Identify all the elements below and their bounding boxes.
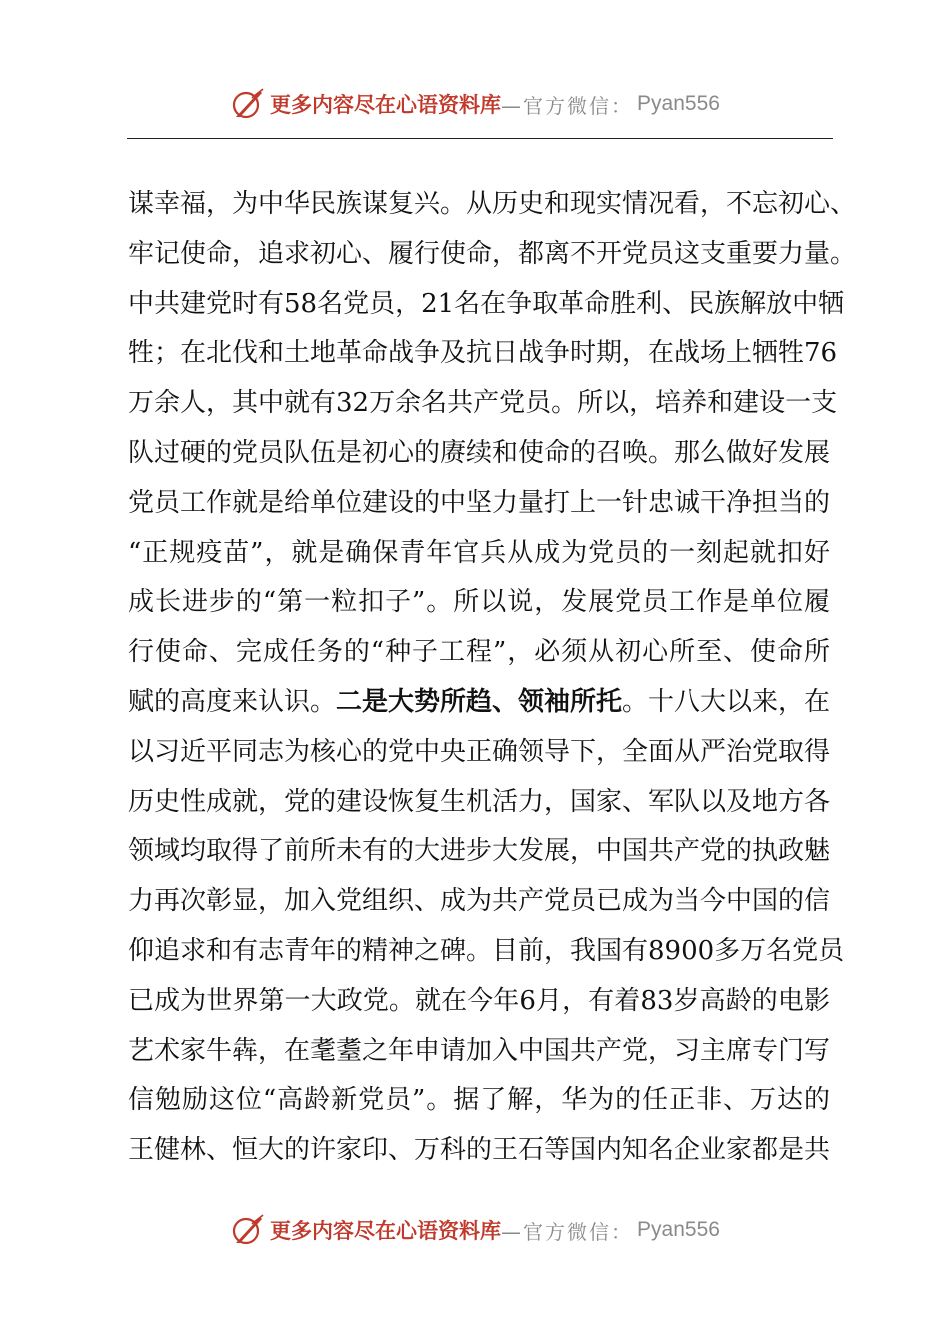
body-line: “正规疫苗”，就是确保青年官兵从成为党员的一刻起就扣好 [128, 537, 830, 568]
header-brand-wechat-id: Pyan556 [637, 92, 720, 115]
body-line: 行使命、完成任务的“种子工程”，必须从初心所至、使命所 [128, 637, 830, 668]
footer-brand-name: 更多内容尽在心语资料库 [270, 1218, 502, 1243]
document-body [128, 180, 857, 1176]
body-line: 历史性成就，党的建设恢复生机活力，国家、军队以及地方各 [128, 786, 831, 817]
header-brand-name: 更多内容尽在心语资料库 [270, 92, 502, 117]
body-line-post: 。十八大以来，在 [622, 686, 831, 717]
body-line: 已成为世界第一大政党。就在今年6月，有着83岁高龄的电影 [128, 985, 830, 1016]
quill-logo-icon [230, 86, 266, 122]
body-line: 牢记使命，追求初心、履行使命，都离不开党员这支重要力量。 [128, 238, 857, 269]
body-line: 队过硬的党员队伍是初心的赓续和使命的召唤。那么做好发展 [128, 437, 831, 468]
body-line: 领域均取得了前所未有的大进步大发展，中国共产党的执政魅 [128, 836, 831, 867]
body-line-with-bold [128, 678, 830, 728]
header-brand-wechat-label: —官方微信： [501, 93, 634, 118]
body-line: 牲；在北伐和土地革命战争及抗日战争时期，在战场上牺牲76 [128, 338, 838, 369]
header-watermark [0, 84, 950, 124]
footer-brand-wechat-id: Pyan556 [637, 1218, 720, 1241]
footer-brand-wechat-label: —官方微信： [501, 1219, 634, 1244]
header-divider [127, 138, 833, 139]
bold-subheading: 二是大势所趋、领袖所托 [336, 686, 623, 717]
body-line: 党员工作就是给单位建设的中坚力量打上一针忠诚干净担当的 [128, 487, 831, 518]
body-line: 信勉励这位“高龄新党员”。据了解，华为的任正非、万达的 [128, 1085, 830, 1116]
body-line: 谋幸福，为中华民族谋复兴。从历史和现实情况看，不忘初心、 [128, 189, 857, 219]
body-line: 中共建党时有58名党员，21名在争取革命胜利、民族解放中牺 [128, 288, 845, 319]
body-line: 成长进步的“第一粒扣子”。所以说，发展党员工作是单位履 [128, 587, 830, 618]
quill-logo-icon [230, 1212, 266, 1248]
body-line: 力再次彰显，加入党组织、成为共产党员已成为当今中国的信 [128, 886, 831, 917]
body-line: 仰追求和有志青年的精神之碑。目前，我国有8900多万名党员 [128, 935, 845, 966]
body-line-pre: 赋的高度来认识。 [128, 686, 337, 717]
footer-watermark [0, 1210, 950, 1250]
body-line: 王健林、恒大的许家印、万科的王石等国内知名企业家都是共 [128, 1135, 831, 1166]
body-line: 以习近平同志为核心的党中央正确领导下，全面从严治党取得 [128, 736, 831, 767]
body-line: 艺术家牛犇，在耄耋之年申请加入中国共产党，习主席专门写 [128, 1035, 831, 1066]
body-line: 万余人，其中就有32万余名共产党员。所以，培养和建设一支 [128, 388, 838, 419]
